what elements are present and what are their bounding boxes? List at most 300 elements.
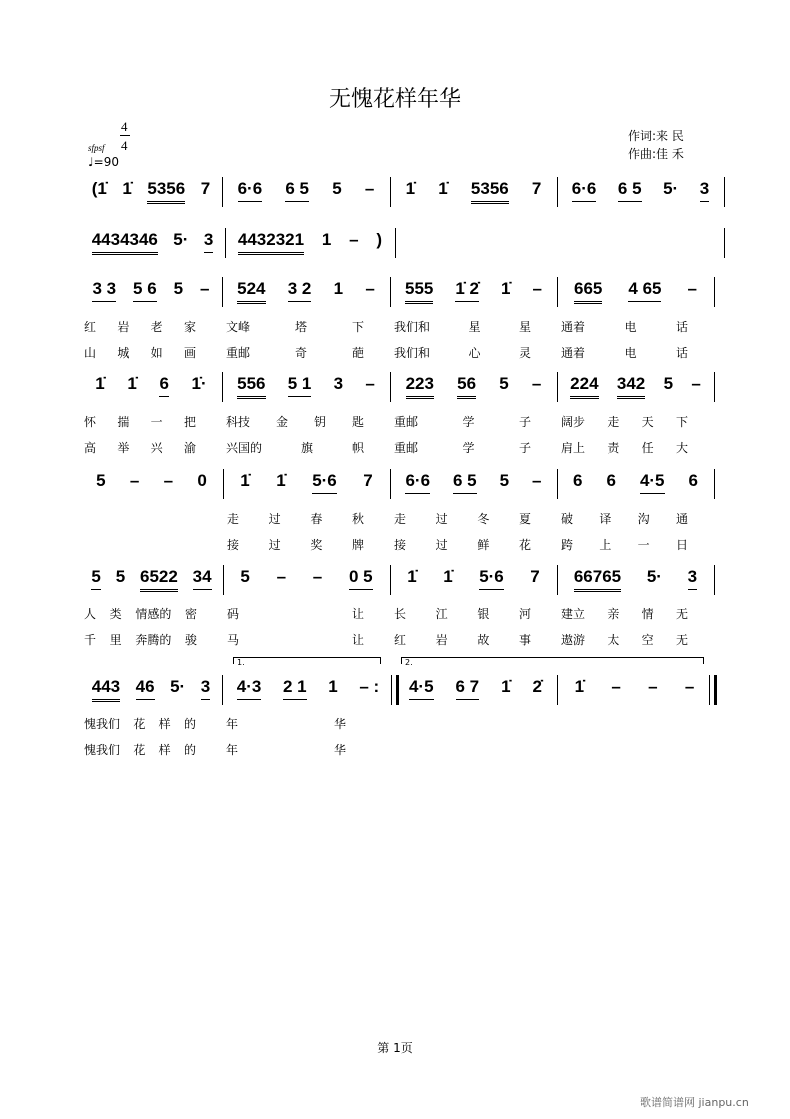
measure bbox=[561, 678, 708, 704]
lyric-line bbox=[84, 439, 196, 456]
measure bbox=[229, 231, 391, 257]
lyric-word: 无 bbox=[675, 607, 688, 621]
page-number: 第 1页 bbox=[377, 1041, 413, 1055]
note-group: – bbox=[200, 279, 210, 298]
lyric-word: 星 bbox=[518, 320, 531, 334]
lyric-word: 重邮 bbox=[394, 415, 419, 429]
lyric-word: 花 bbox=[133, 743, 146, 757]
lyric-word: 兴国的 bbox=[226, 441, 263, 455]
note-group: 3 3 bbox=[92, 280, 116, 302]
note-group: 6 bbox=[573, 471, 583, 490]
lyric-word: 奖 bbox=[310, 538, 323, 552]
barline bbox=[222, 675, 223, 705]
lyric-word: 心 bbox=[468, 346, 481, 360]
barline bbox=[390, 372, 391, 402]
barline bbox=[714, 277, 715, 307]
lyric-word: 过 bbox=[435, 512, 448, 526]
note-group: 6·6 bbox=[238, 180, 263, 202]
note-group: 1 bbox=[333, 279, 344, 298]
barline bbox=[557, 565, 558, 595]
lyric-word: 江 bbox=[435, 607, 448, 621]
barline bbox=[714, 469, 715, 499]
lyric-word: 走 bbox=[607, 415, 620, 429]
lyric-word: 破 bbox=[561, 512, 574, 526]
lyric-word: 冬 bbox=[477, 512, 490, 526]
measure bbox=[561, 180, 720, 206]
note-group: 5 bbox=[499, 471, 510, 490]
measure bbox=[394, 375, 553, 401]
note-group: 34 bbox=[193, 568, 212, 590]
lyric-word: 天 bbox=[641, 415, 654, 429]
song-title: 无愧花样年华 bbox=[328, 87, 461, 112]
note-group: 5356 bbox=[471, 180, 509, 204]
lyric-word: 举 bbox=[117, 441, 130, 455]
barline bbox=[714, 372, 715, 402]
lyric-word: 话 bbox=[675, 320, 688, 334]
lyric-line bbox=[226, 318, 364, 335]
lyric-word: 把 bbox=[183, 415, 196, 429]
note-group: 5 bbox=[499, 374, 509, 393]
lyric-word: 银 bbox=[477, 607, 490, 621]
lyric-word: 华 bbox=[333, 743, 346, 757]
note-group: 1̇ bbox=[443, 567, 453, 586]
lyric-word: 责 bbox=[607, 441, 620, 455]
note-group: – bbox=[531, 374, 542, 393]
note-group: 1̇ bbox=[407, 567, 417, 586]
lyric-word: 河 bbox=[518, 607, 531, 621]
note-group: 0 bbox=[197, 471, 207, 490]
note-group: 1̇ bbox=[122, 179, 132, 198]
lyric-word: 马 bbox=[227, 633, 240, 647]
note-group: 6 bbox=[688, 471, 698, 490]
note-group: 665 bbox=[574, 280, 602, 304]
lyric-word: 兴 bbox=[150, 441, 163, 455]
note-group: 6 5 bbox=[618, 180, 642, 202]
lyric-word: 渝 bbox=[183, 441, 196, 455]
note-group: 5356 bbox=[147, 180, 185, 204]
note-group: 1̇ bbox=[438, 179, 448, 198]
lyric-word: 遨游 bbox=[561, 633, 586, 647]
note-group: 6 5 bbox=[285, 180, 309, 202]
composer-credit: 作曲:佳 禾 bbox=[628, 147, 684, 161]
note-group: 342 bbox=[617, 375, 645, 399]
note-group: – bbox=[648, 677, 658, 696]
lyric-word: 话 bbox=[675, 346, 688, 360]
lyric-word: 学 bbox=[462, 415, 475, 429]
measure bbox=[398, 678, 553, 704]
measure bbox=[227, 472, 386, 498]
note-group: – bbox=[349, 230, 359, 249]
lyric-line bbox=[84, 605, 197, 622]
double-barline bbox=[709, 675, 717, 705]
note-group: 1̇ bbox=[405, 179, 416, 198]
time-signature-line bbox=[120, 135, 130, 136]
note-group: – : bbox=[359, 677, 380, 696]
lyric-word: 如 bbox=[150, 346, 163, 360]
note-group: 1̇ bbox=[240, 471, 250, 490]
barline bbox=[390, 177, 391, 207]
lyric-word: 文峰 bbox=[226, 320, 251, 334]
lyric-word: 事 bbox=[518, 633, 531, 647]
lyric-word: 通着 bbox=[561, 346, 586, 360]
lyric-word: 太 bbox=[607, 633, 620, 647]
lyric-line bbox=[84, 318, 196, 335]
lyric-word: 科技 bbox=[226, 415, 251, 429]
lyric-line bbox=[84, 413, 196, 430]
lyric-word: 情感的 bbox=[135, 607, 172, 621]
note-group: 7 bbox=[200, 179, 211, 198]
note-group: – bbox=[684, 677, 695, 696]
measure bbox=[84, 678, 218, 704]
lyric-word: 鲜 bbox=[477, 538, 490, 552]
note-group: – bbox=[365, 374, 375, 393]
lyric-word: 愧我们 bbox=[84, 743, 121, 757]
lyric-word: 家 bbox=[183, 320, 196, 334]
lyric-line bbox=[394, 510, 531, 527]
lyric-line bbox=[394, 439, 531, 456]
lyric-word: 的 bbox=[183, 717, 196, 731]
lyric-word: 年 bbox=[226, 717, 239, 731]
lyric-line bbox=[226, 741, 346, 758]
note-group: 3 bbox=[688, 568, 697, 590]
note-group: 4·5 bbox=[409, 678, 434, 700]
lyric-word: 让 bbox=[351, 607, 364, 621]
note-group: 0 5 bbox=[349, 568, 373, 590]
note-group: 6 7 bbox=[456, 678, 480, 700]
time-signature-top: 4 bbox=[121, 119, 128, 134]
note-group: 6 bbox=[159, 375, 168, 397]
barline bbox=[222, 372, 223, 402]
note-group: – bbox=[163, 471, 174, 490]
lyric-word: 花 bbox=[133, 717, 146, 731]
lyric-word: 高 bbox=[84, 441, 97, 455]
lyric-word: 亲 bbox=[607, 607, 620, 621]
lyric-word: 上 bbox=[599, 538, 612, 552]
lyric-line bbox=[394, 344, 531, 361]
lyric-word: 样 bbox=[158, 717, 171, 731]
measure bbox=[561, 472, 710, 498]
lyric-word: 阔步 bbox=[561, 415, 586, 429]
measure bbox=[394, 280, 553, 306]
note-group: 1̇ bbox=[574, 677, 585, 696]
note-group: 5·6 bbox=[312, 472, 337, 494]
lyric-word: 秋 bbox=[351, 512, 364, 526]
lyric-word: 大 bbox=[675, 441, 688, 455]
note-group: 1̇ bbox=[127, 374, 137, 393]
measure bbox=[84, 375, 218, 401]
lyric-line bbox=[561, 318, 688, 335]
note-group: – bbox=[129, 471, 140, 490]
note-group: 5 6 bbox=[133, 280, 157, 302]
lyric-word: 长 bbox=[394, 607, 407, 621]
lyric-word: 样 bbox=[158, 743, 171, 757]
measure bbox=[561, 375, 710, 401]
note-group: 3 2 bbox=[288, 280, 312, 302]
note-group: – bbox=[532, 471, 542, 490]
measure bbox=[226, 180, 386, 206]
lyric-word: 金 bbox=[275, 415, 288, 429]
time-signature-bottom: 4 bbox=[121, 138, 128, 153]
lyric-word: 类 bbox=[109, 607, 122, 621]
note-group: 5 bbox=[91, 568, 100, 590]
lyric-word: 人 bbox=[84, 607, 97, 621]
lyric-word: 情 bbox=[641, 607, 654, 621]
lyric-word: 匙 bbox=[351, 415, 364, 429]
measure bbox=[561, 280, 710, 306]
lyric-word: 日 bbox=[675, 538, 688, 552]
lyric-line bbox=[561, 605, 688, 622]
lyric-word: 任 bbox=[641, 441, 654, 455]
lyric-word: 无 bbox=[675, 633, 688, 647]
note-group: 46 bbox=[136, 678, 155, 700]
lyric-word: 我们和 bbox=[394, 320, 431, 334]
note-group: 4·3 bbox=[237, 678, 262, 700]
lyric-line bbox=[561, 510, 688, 527]
note-group: 3 bbox=[201, 678, 210, 700]
note-group: 1̇ 2̇ bbox=[455, 280, 479, 302]
note-group: 4 65 bbox=[628, 280, 661, 302]
lyric-line bbox=[227, 631, 364, 648]
lyric-word: 灵 bbox=[518, 346, 531, 360]
lyric-word: 华 bbox=[333, 717, 346, 731]
note-group: 6 bbox=[606, 471, 616, 490]
measure bbox=[561, 231, 720, 257]
note-group: – bbox=[687, 279, 697, 298]
lyric-word: 城 bbox=[117, 346, 130, 360]
note-group: 524 bbox=[237, 280, 265, 304]
lyric-word: 钥 bbox=[313, 415, 326, 429]
barline bbox=[557, 469, 558, 499]
note-group: 3 bbox=[333, 374, 344, 393]
lyric-word: 沟 bbox=[637, 512, 650, 526]
note-group: 1 bbox=[321, 230, 332, 249]
lyric-word: 肩上 bbox=[561, 441, 586, 455]
note-group: 4432321 bbox=[238, 231, 304, 255]
barline bbox=[714, 565, 715, 595]
note-group: – bbox=[532, 279, 542, 298]
lyric-word: 过 bbox=[268, 512, 281, 526]
note-group: 5 bbox=[240, 567, 250, 586]
measure bbox=[226, 678, 390, 704]
lyric-line bbox=[561, 344, 688, 361]
lyric-line bbox=[394, 605, 531, 622]
lyric-word: 电 bbox=[624, 320, 637, 334]
note-group: 5· bbox=[663, 179, 679, 198]
lyric-word: 的 bbox=[183, 743, 196, 757]
lyric-word: 子 bbox=[518, 441, 531, 455]
lyric-word: 密 bbox=[184, 607, 197, 621]
lyric-word: 过 bbox=[435, 538, 448, 552]
note-group: 5· bbox=[646, 567, 662, 586]
note-group: – bbox=[365, 279, 375, 298]
lyric-word: 岩 bbox=[117, 320, 130, 334]
measure bbox=[84, 568, 219, 594]
lyric-word: 老 bbox=[150, 320, 163, 334]
lyric-word: 接 bbox=[394, 538, 407, 552]
lyric-word: 春 bbox=[310, 512, 323, 526]
lyric-word: 走 bbox=[394, 512, 407, 526]
lyric-word: 通 bbox=[675, 512, 688, 526]
measure bbox=[394, 472, 553, 498]
note-group: 7 bbox=[531, 179, 542, 198]
lyric-line bbox=[84, 631, 197, 648]
lyric-line bbox=[394, 413, 531, 430]
note-group: 2 1 bbox=[283, 678, 307, 700]
lyric-line bbox=[226, 413, 364, 430]
note-group: 1̇· bbox=[191, 374, 207, 393]
lyric-word: 重邮 bbox=[226, 346, 251, 360]
lyric-line bbox=[394, 318, 531, 335]
note-group: 1̇ bbox=[501, 279, 511, 298]
barline bbox=[390, 565, 391, 595]
note-group: 5 bbox=[173, 279, 184, 298]
note-group: 3 bbox=[700, 180, 709, 202]
lyric-word: 画 bbox=[183, 346, 196, 360]
lyric-word: 译 bbox=[599, 512, 612, 526]
lyric-word: 故 bbox=[477, 633, 490, 647]
note-group: – bbox=[276, 567, 287, 586]
note-group: 1 bbox=[328, 677, 338, 696]
lyric-word: 怀 bbox=[84, 415, 97, 429]
measure bbox=[561, 568, 710, 594]
note-group: 56 bbox=[457, 375, 476, 399]
note-group: 1̇ bbox=[276, 471, 286, 490]
lyric-line bbox=[394, 536, 531, 553]
lyric-word: 旗 bbox=[300, 441, 313, 455]
note-group: 4434346 bbox=[92, 231, 158, 255]
note-group: 7 bbox=[363, 471, 373, 490]
lyric-word: 码 bbox=[227, 607, 240, 621]
note-group: 5 bbox=[96, 471, 106, 490]
lyricist-credit: 作词:来 民 bbox=[628, 129, 684, 143]
note-group: 6·6 bbox=[405, 472, 430, 494]
lyric-word: 骏 bbox=[184, 633, 197, 647]
lyric-word: 学 bbox=[462, 441, 475, 455]
volta-first-ending: 1. bbox=[233, 657, 381, 664]
measure bbox=[226, 375, 386, 401]
lyric-line bbox=[227, 536, 364, 553]
barline bbox=[557, 177, 558, 207]
measure bbox=[84, 180, 218, 206]
lyric-line bbox=[561, 439, 688, 456]
note-group: 555 bbox=[405, 280, 433, 304]
lyric-word: 下 bbox=[351, 320, 364, 334]
note-group: 6 5 bbox=[453, 472, 477, 494]
lyric-word: 走 bbox=[227, 512, 240, 526]
measure bbox=[84, 231, 221, 257]
note-group: 1̇ bbox=[501, 677, 511, 696]
tempo-mark: ♩=90 bbox=[88, 155, 119, 169]
note-group: 7 bbox=[530, 567, 540, 586]
lyric-word: 让 bbox=[351, 633, 364, 647]
volta-second-ending: 2. bbox=[401, 657, 704, 664]
barline bbox=[390, 469, 391, 499]
note-group: ) bbox=[376, 230, 383, 249]
lyric-line bbox=[227, 605, 364, 622]
note-group: 5·6 bbox=[479, 568, 504, 590]
barline bbox=[222, 177, 223, 207]
note-group: – bbox=[611, 677, 621, 696]
lyric-word: 岩 bbox=[435, 633, 448, 647]
lyric-word: 重邮 bbox=[394, 441, 419, 455]
lyric-word: 里 bbox=[109, 633, 122, 647]
note-group: 4·5 bbox=[640, 472, 665, 494]
measure bbox=[227, 568, 386, 594]
lyric-word: 千 bbox=[84, 633, 97, 647]
lyric-word: 愧我们 bbox=[84, 717, 121, 731]
lyric-line bbox=[561, 536, 688, 553]
note-group: 1̇ bbox=[95, 374, 105, 393]
lyric-line bbox=[226, 439, 364, 456]
lyric-word: 夏 bbox=[518, 512, 531, 526]
lyric-word: 牌 bbox=[351, 538, 364, 552]
watermark: 歌谱简谱网 jianpu.cn bbox=[640, 1096, 749, 1109]
note-group: 6522 bbox=[140, 568, 178, 592]
measure bbox=[394, 180, 553, 206]
barline bbox=[724, 177, 725, 207]
barline bbox=[395, 228, 396, 258]
measure bbox=[84, 472, 219, 498]
barline bbox=[223, 469, 224, 499]
note-group: 5 bbox=[663, 374, 674, 393]
lyric-line bbox=[561, 413, 688, 430]
lyric-line bbox=[226, 344, 364, 361]
lyric-word: 接 bbox=[227, 538, 240, 552]
lyric-word: 年 bbox=[226, 743, 239, 757]
lyric-word: 奔腾的 bbox=[135, 633, 172, 647]
lyric-word: 通着 bbox=[561, 320, 586, 334]
note-group: 66765 bbox=[574, 568, 621, 592]
note-group: – bbox=[312, 567, 323, 586]
barline bbox=[225, 228, 226, 258]
lyric-line bbox=[226, 715, 346, 732]
note-group: 5 1 bbox=[288, 375, 312, 397]
dynamics-mark: sfpsf bbox=[88, 143, 105, 153]
lyric-line bbox=[227, 510, 364, 527]
measure bbox=[399, 231, 553, 257]
barline bbox=[557, 277, 558, 307]
lyric-word: 红 bbox=[84, 320, 97, 334]
note-group: 556 bbox=[237, 375, 265, 399]
barline bbox=[724, 228, 725, 258]
note-group: 2̇ bbox=[532, 677, 542, 696]
measure bbox=[84, 280, 218, 306]
lyric-line bbox=[84, 741, 196, 758]
measure bbox=[226, 280, 386, 306]
note-group: 224 bbox=[570, 375, 598, 399]
lyric-word: 花 bbox=[518, 538, 531, 552]
note-group: 5 bbox=[115, 567, 126, 586]
lyric-word: 帜 bbox=[351, 441, 364, 455]
barline bbox=[222, 277, 223, 307]
lyric-line bbox=[84, 344, 196, 361]
note-group: 5 bbox=[332, 179, 342, 198]
note-group: 3 bbox=[204, 231, 213, 253]
lyric-word: 下 bbox=[675, 415, 688, 429]
lyric-line bbox=[561, 631, 688, 648]
note-group: – bbox=[691, 374, 701, 393]
lyric-word: 跨 bbox=[561, 538, 574, 552]
lyric-word: 红 bbox=[394, 633, 407, 647]
lyric-word: 塔 bbox=[294, 320, 307, 334]
lyric-word: 葩 bbox=[351, 346, 364, 360]
lyric-word: 奇 bbox=[294, 346, 307, 360]
lyric-word: 一 bbox=[637, 538, 650, 552]
barline bbox=[223, 565, 224, 595]
barline bbox=[557, 372, 558, 402]
lyric-word: 过 bbox=[268, 538, 281, 552]
lyric-line bbox=[394, 631, 531, 648]
